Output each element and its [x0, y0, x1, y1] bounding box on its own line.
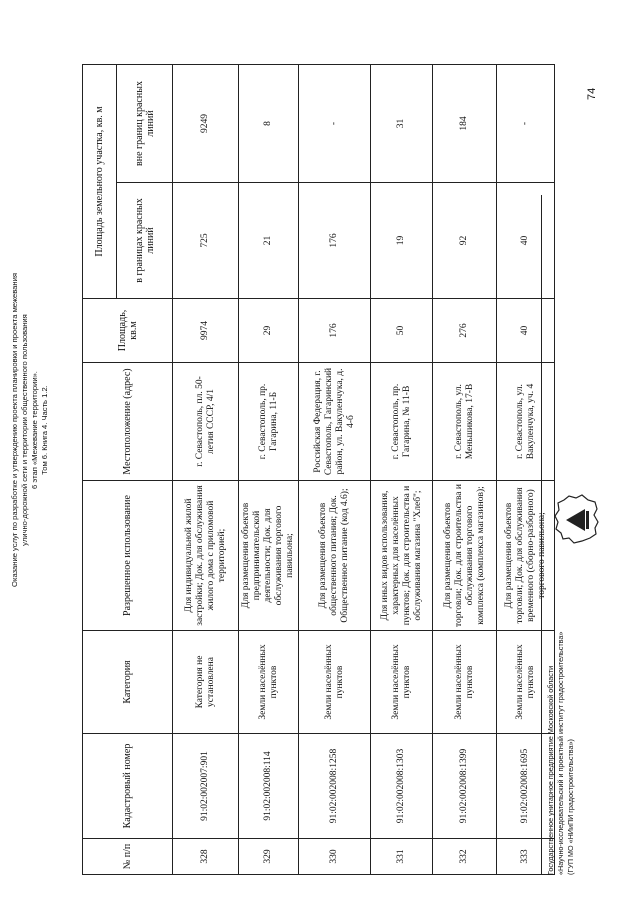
- row-inside: 725: [173, 183, 239, 299]
- row-use: Для размещения объектов общественного питания; Док. Общественное питание (код 4.6);: [299, 481, 371, 631]
- row-inside: 19: [371, 183, 433, 299]
- row-location: г. Севастополь, ул. Вакуленчука, уч. 4: [497, 363, 555, 481]
- col-outside-header: вне границ красных линий: [117, 65, 173, 183]
- row-location: г. Севастополь, пр. Гагарина, 11-Б: [239, 363, 299, 481]
- row-num: 329: [239, 839, 299, 875]
- row-num: 332: [433, 839, 497, 875]
- col-category-header: Категория: [83, 631, 173, 734]
- row-inside: 92: [433, 183, 497, 299]
- page-number: 74: [586, 87, 598, 100]
- row-outside: 9249: [173, 65, 239, 183]
- row-num: 331: [371, 839, 433, 875]
- col-area-header: Площадь, кв.м: [83, 299, 173, 363]
- row-cadastral: 91:02:002007:901: [173, 734, 239, 839]
- table-row: [239, 65, 299, 875]
- row-outside: -: [497, 65, 555, 183]
- row-cadastral: 91:02:002008:1399: [433, 734, 497, 839]
- row-use: Для размещения объектов предпринимательской деятельности; Док. для обслуживания торгового павильона;: [239, 481, 299, 631]
- col-cadastral-header: Кадастровый номер: [83, 734, 173, 839]
- row-cadastral: 91:02:002008:114: [239, 734, 299, 839]
- row-category: Земли населённых пунктов: [299, 631, 371, 734]
- table-row: [433, 65, 497, 875]
- row-category: Категория не установлена: [173, 631, 239, 734]
- row-area: 50: [371, 299, 433, 363]
- header-line-3: 6 этап «Межевание территории».: [30, 371, 39, 489]
- row-inside: 176: [299, 183, 371, 299]
- footer-line-3: (ГУП МО «НИиПИ градостроительства»): [566, 739, 575, 875]
- row-area: 176: [299, 299, 371, 363]
- col-land-area-header: Площадь земельного участка, кв. м: [83, 65, 117, 299]
- row-location: г. Севастополь, ул. Меньшикова, 17-В: [433, 363, 497, 481]
- col-inside-header: в границах красных линий: [117, 183, 173, 299]
- table-row: [371, 65, 433, 875]
- row-location: г. Севастополь, пл. 50-летия СССР, 4/1: [173, 363, 239, 481]
- row-use: Для индивидуальной жилой застройки; Док. для обслуживания жилого дома с приломовой территорией;: [173, 481, 239, 631]
- row-outside: 31: [371, 65, 433, 183]
- footer-line-2: «Научно-исследовательский и проектный институт градостроительства»: [556, 631, 565, 875]
- row-inside: 40: [497, 183, 555, 299]
- col-num-header: № п/п: [83, 839, 173, 875]
- row-outside: 184: [433, 65, 497, 183]
- table-row: [173, 65, 239, 875]
- row-outside: 8: [239, 65, 299, 183]
- row-use: Для размещения объектов торговли; Док. для обслуживания временного (сборно-разборного) торгового павильона;: [497, 481, 555, 631]
- col-use-header: Разрешенное использование: [83, 481, 173, 631]
- footer-line-1: Государственное унитарное предприятие Московской области: [546, 665, 555, 875]
- row-cadastral: 91:02:002008:1258: [299, 734, 371, 839]
- institute-emblem-icon: [552, 493, 600, 547]
- row-category: Земли населённых пунктов: [239, 631, 299, 734]
- header-line-2: улично-дорожной сети и территории общественного пользования: [20, 314, 29, 546]
- row-num: 333: [497, 839, 555, 875]
- table-row: [299, 65, 371, 875]
- col-location-header: Местоположение (адрес): [83, 363, 173, 481]
- row-location: Российская Федерация, г. Севастополь, Гагаринский район, ул. Вакуленчука, д. 4-б: [299, 363, 371, 481]
- row-outside: -: [299, 65, 371, 183]
- row-category: Земли населённых пунктов: [371, 631, 433, 734]
- land-plots-table: [82, 64, 555, 875]
- row-inside: 21: [239, 183, 299, 299]
- row-use: Для размещения объектов торговли; Док. для строительства и обслуживания торгового комплекса (комплекса магазинов);: [433, 481, 497, 631]
- document-header: [10, 105, 50, 755]
- header-line-1: Оказание услуг по разработке и утверждению проекта планировки и проекта межевания: [10, 273, 19, 587]
- row-area: 40: [497, 299, 555, 363]
- row-location: г. Севастополь, пр. Гагарина, № 11-В: [371, 363, 433, 481]
- row-cadastral: 91:02:002008:1695: [497, 734, 555, 839]
- row-cadastral: 91:02:002008:1303: [371, 734, 433, 839]
- footer-rule: [541, 195, 542, 875]
- row-num: 330: [299, 839, 371, 875]
- row-category: Земли населённых пунктов: [433, 631, 497, 734]
- document-footer: [546, 355, 576, 875]
- header-line-4: Том 6. Книга 4. Часть 1.2.: [40, 385, 49, 475]
- row-area: 276: [433, 299, 497, 363]
- row-area: 9974: [173, 299, 239, 363]
- row-num: 328: [173, 839, 239, 875]
- row-use: Для иных видов использования, характерных для населённых пунктов; Док. для строительства и обслуживания магазина "Хлеб";: [371, 481, 433, 631]
- row-category: Земли населённых пунктов: [497, 631, 555, 734]
- row-area: 29: [239, 299, 299, 363]
